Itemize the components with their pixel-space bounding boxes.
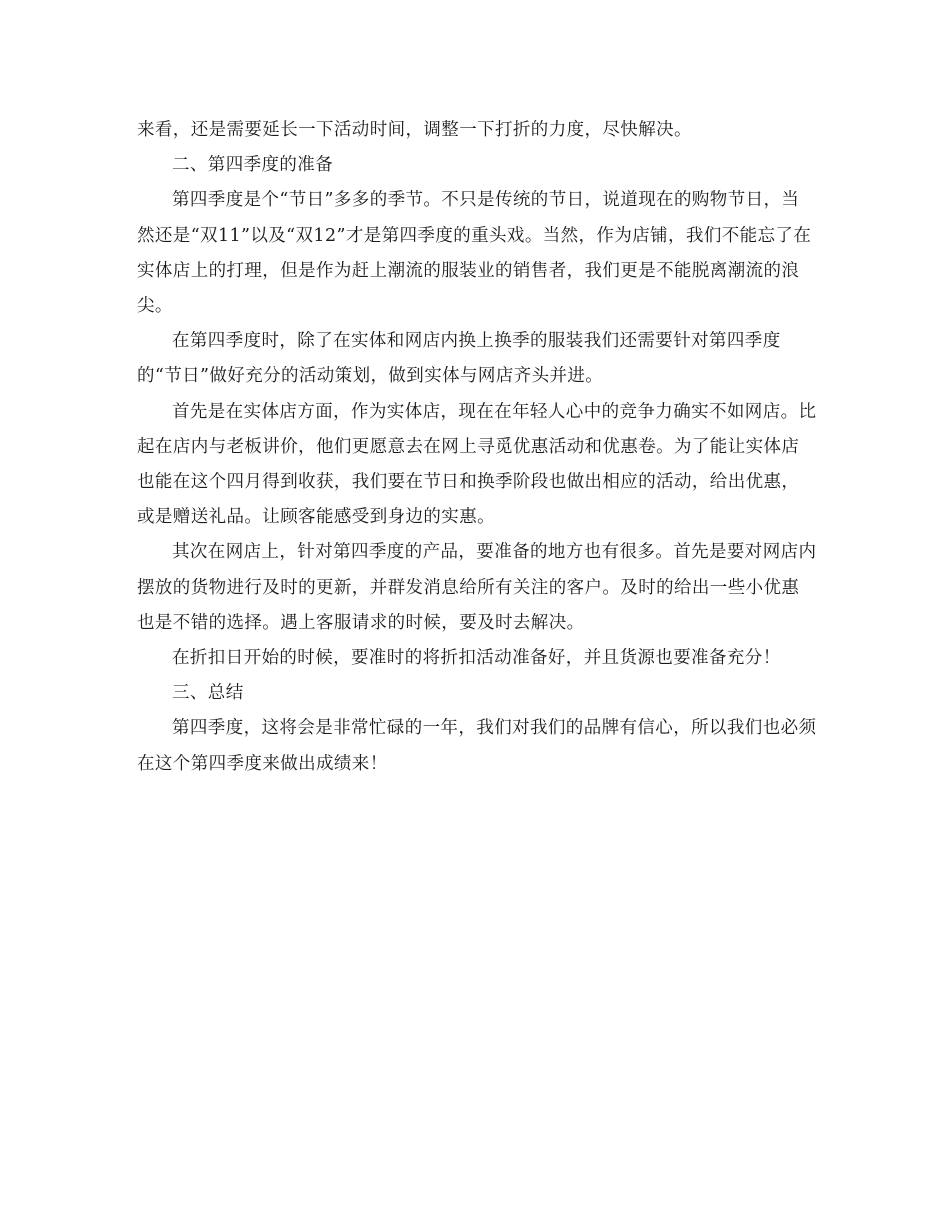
paragraph-activity-planning: 在第四季度时，除了在实体和网店内换上换季的服装我们还需要针对第四季度的“节日”做好充分的活动策划，做到实体与网店齐头并进。 — [137, 331, 781, 387]
paragraph-discount-day: 在折扣日开始的时候，要准时的将折扣活动准备好，并且货源也要准备充分！ — [172, 648, 781, 669]
paragraph-summary: 第四季度，这将会是非常忙碌的一年，我们对我们的品牌有信心，所以我们也必须在这个第四季度来做出成绩来！ — [137, 718, 817, 774]
paragraph-physical-store: 首先是在实体店方面，作为实体店，现在在年轻人心中的竞争力确实不如网店。比起在店内与老板讲价，他们更愿意去在网上寻觅优惠活动和优惠卷。为了能让实体店也能在这个四月得到收获，我们要在节日和换季阶段也做出相应的活动，给出优惠，或是赠送礼品。让顾客能感受到身边的实惠。 — [137, 401, 817, 528]
section-heading-summary: 三、总结 — [172, 683, 244, 704]
paragraph-holidays: 第四季度是个“节日”多多的季节。不只是传统的节日，说道现在的购物节日，当然还是“双11”以及“双12”才是第四季度的重头戏。当然，作为店铺，我们不能忘了在实体店上的打理，但是作为赶上潮流的服装业的销售者，我们更是不能脱离潮流的浪尖。 — [137, 190, 812, 317]
paragraph-online-store: 其次在网店上，针对第四季度的产品，要准备的地方也有很多。首先是要对网店内摆放的货物进行及时的更新，并群发消息给所有关注的客户。及时的给出一些小优惠也是不错的选择。遇上客服请求的时候，要及时去解决。 — [137, 542, 817, 633]
document-body — [137, 113, 817, 782]
paragraph-continuation: 来看，还是需要延长一下活动时间，调整一下打折的力度，尽快解决。 — [137, 120, 692, 140]
section-heading-fourth-quarter-preparation: 二、第四季度的准备 — [172, 155, 334, 176]
